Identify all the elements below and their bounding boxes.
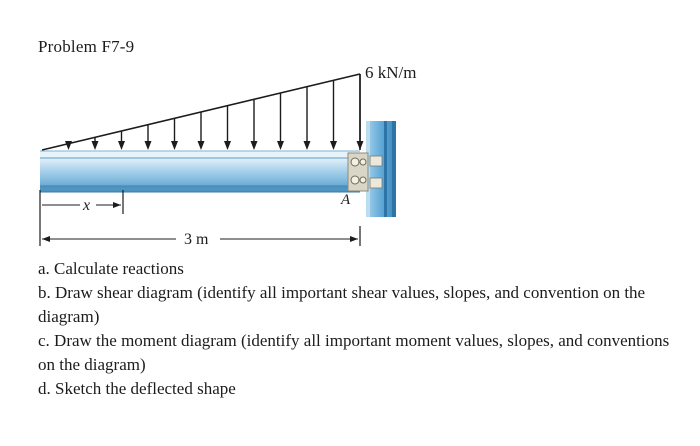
- load-arrow: [330, 80, 337, 150]
- load-arrow: [304, 87, 311, 150]
- load-arrow: [92, 137, 99, 150]
- load-arrow: [171, 118, 178, 150]
- support-a-label: A: [341, 192, 351, 208]
- load-arrow: [251, 99, 258, 150]
- load-arrow: [145, 125, 152, 150]
- cantilever-beam: [40, 151, 360, 192]
- load-arrow: [198, 112, 205, 150]
- distributed-load: [42, 74, 364, 150]
- load-arrow: [357, 74, 364, 150]
- question-c: c. Draw the moment diagram (identify all important moment values, slopes, and conventions on the diagram): [38, 331, 670, 374]
- bolt: [360, 159, 366, 165]
- question-list: [38, 257, 688, 401]
- question-b: b. Draw shear diagram (identify all important shear values, slopes, and convention on the diagram): [38, 283, 646, 326]
- x-label: x: [83, 197, 91, 214]
- load-arrow: [277, 93, 284, 150]
- bolt: [360, 177, 366, 183]
- problem-title: Problem F7-9: [38, 37, 135, 56]
- load-arrow: [65, 141, 72, 150]
- question-a: a. Calculate reactions: [38, 259, 184, 278]
- load-arrows: [65, 74, 364, 150]
- question-d: d. Sketch the deflected shape: [38, 379, 236, 398]
- bolt: [351, 158, 359, 166]
- x-dimension: [40, 190, 123, 214]
- bolt: [351, 176, 359, 184]
- load-arrow: [118, 131, 125, 150]
- load-arrow: [224, 106, 231, 150]
- length-label: 3 m: [184, 231, 209, 248]
- load-intensity-label: 6 kN/m: [365, 63, 417, 82]
- fixed-support-wall: [366, 121, 396, 217]
